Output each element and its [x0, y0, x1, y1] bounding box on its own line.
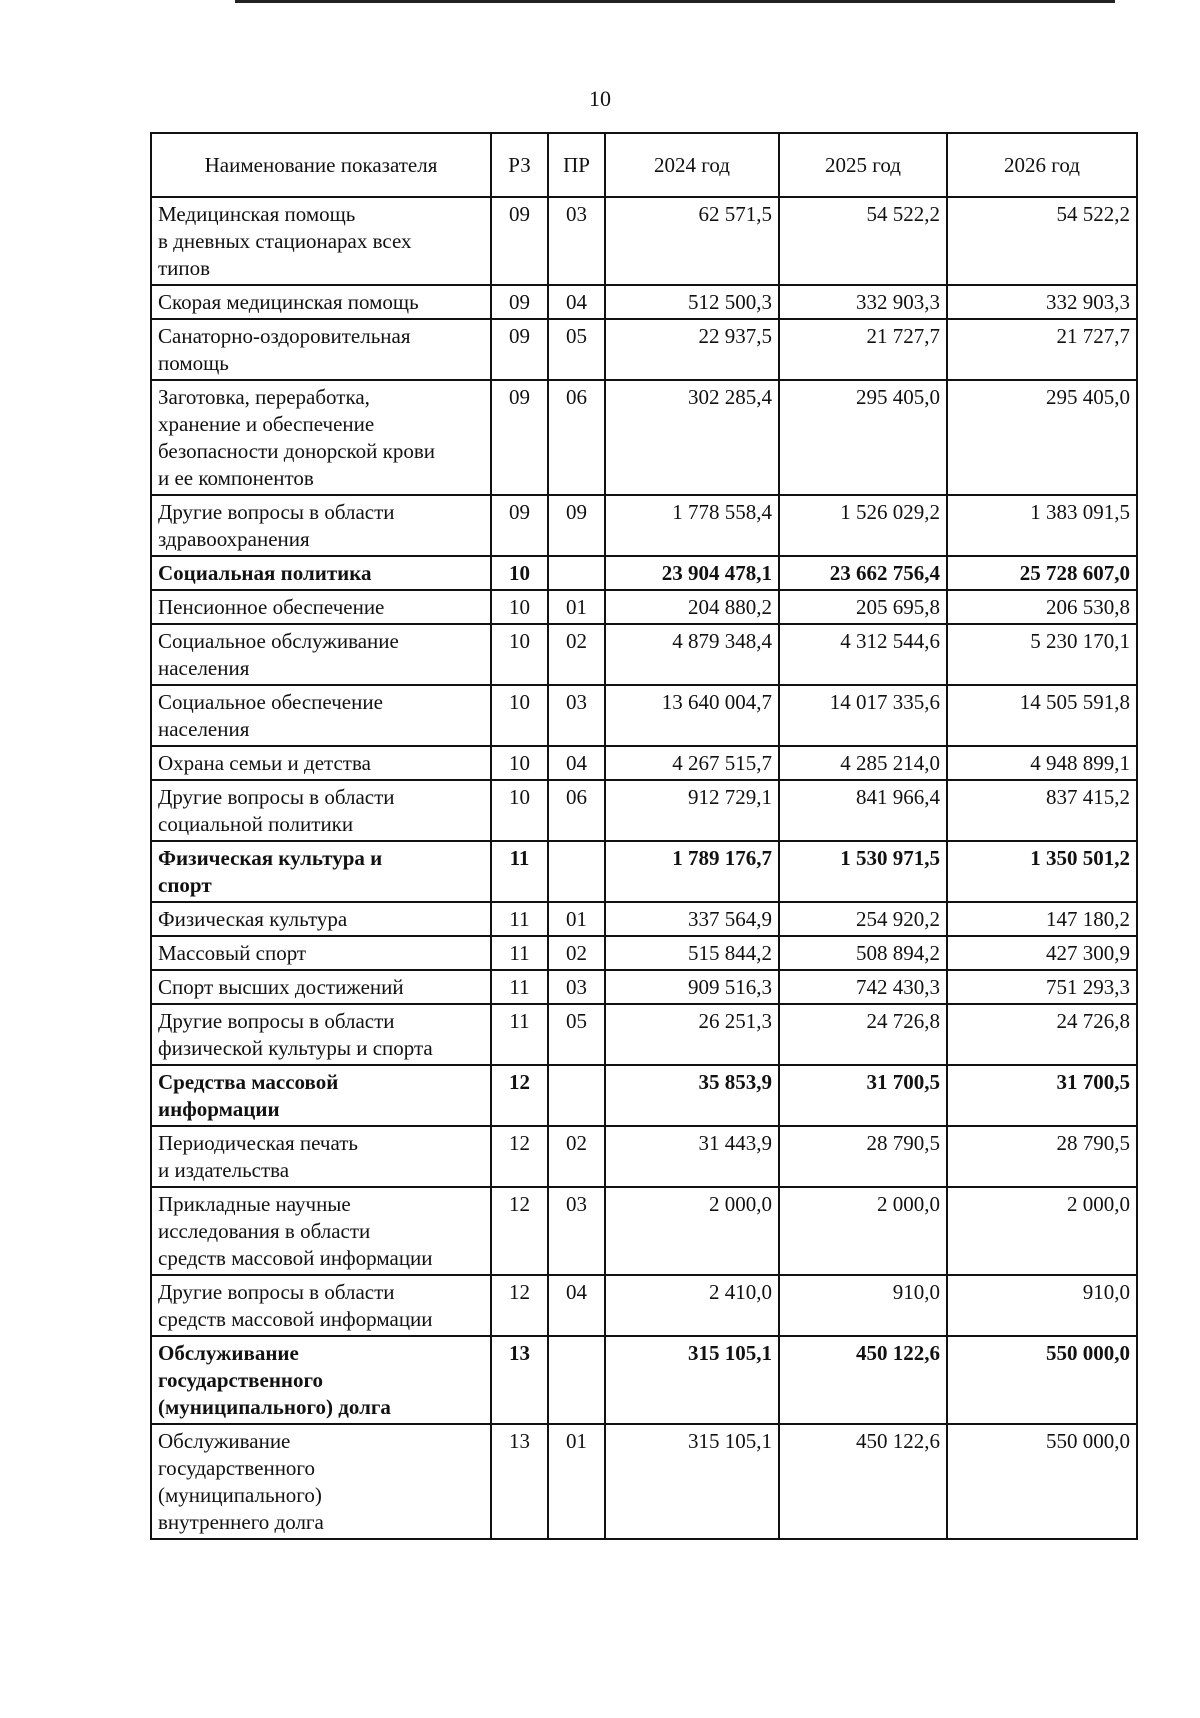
cell-rz: 09 [491, 495, 548, 556]
cell-2024: 337 564,9 [605, 902, 779, 936]
cell-rz: 12 [491, 1275, 548, 1336]
cell-pr: 02 [548, 624, 605, 685]
cell-name: Охрана семьи и детства [151, 746, 491, 780]
cell-2025: 450 122,6 [779, 1336, 947, 1424]
cell-2026: 1 383 091,5 [947, 495, 1137, 556]
cell-rz: 10 [491, 624, 548, 685]
table-row [151, 1275, 1137, 1336]
cell-rz: 09 [491, 285, 548, 319]
cell-pr: 03 [548, 685, 605, 746]
table-row [151, 197, 1137, 285]
cell-2026: 427 300,9 [947, 936, 1137, 970]
cell-2025: 28 790,5 [779, 1126, 947, 1187]
cell-2024: 315 105,1 [605, 1336, 779, 1424]
header-name: Наименование показателя [151, 133, 491, 197]
cell-2025: 295 405,0 [779, 380, 947, 495]
cell-name: Средства массовой информации [151, 1065, 491, 1126]
cell-pr: 06 [548, 780, 605, 841]
cell-name: Периодическая печать и издательства [151, 1126, 491, 1187]
table-row [151, 780, 1137, 841]
cell-pr: 05 [548, 319, 605, 380]
cell-2025: 31 700,5 [779, 1065, 947, 1126]
cell-2026: 24 726,8 [947, 1004, 1137, 1065]
header-rz: РЗ [491, 133, 548, 197]
cell-2026: 25 728 607,0 [947, 556, 1137, 590]
cell-2026: 910,0 [947, 1275, 1137, 1336]
cell-2026: 837 415,2 [947, 780, 1137, 841]
cell-pr: 03 [548, 1187, 605, 1275]
cell-2026: 5 230 170,1 [947, 624, 1137, 685]
cell-rz: 11 [491, 1004, 548, 1065]
table-row [151, 902, 1137, 936]
cell-name: Пенсионное обеспечение [151, 590, 491, 624]
table-row [151, 1004, 1137, 1065]
cell-2026: 1 350 501,2 [947, 841, 1137, 902]
cell-2026: 28 790,5 [947, 1126, 1137, 1187]
cell-2024: 909 516,3 [605, 970, 779, 1004]
cell-2024: 35 853,9 [605, 1065, 779, 1126]
cell-2025: 14 017 335,6 [779, 685, 947, 746]
cell-name: Физическая культура и спорт [151, 841, 491, 902]
cell-pr [548, 556, 605, 590]
cell-2026: 147 180,2 [947, 902, 1137, 936]
cell-pr: 04 [548, 1275, 605, 1336]
cell-2026: 206 530,8 [947, 590, 1137, 624]
cell-name: Санаторно-оздоровительная помощь [151, 319, 491, 380]
cell-2024: 515 844,2 [605, 936, 779, 970]
table-section-row [151, 1065, 1137, 1126]
cell-rz: 10 [491, 556, 548, 590]
cell-2024: 512 500,3 [605, 285, 779, 319]
header-2025: 2025 год [779, 133, 947, 197]
cell-rz: 10 [491, 780, 548, 841]
cell-pr: 09 [548, 495, 605, 556]
cell-2026: 2 000,0 [947, 1187, 1137, 1275]
cell-name: Социальное обслуживание населения [151, 624, 491, 685]
table-row [151, 624, 1137, 685]
budget-table [150, 132, 1138, 1540]
table-row [151, 936, 1137, 970]
cell-2025: 254 920,2 [779, 902, 947, 936]
table-section-row [151, 1336, 1137, 1424]
cell-2025: 2 000,0 [779, 1187, 947, 1275]
table-row [151, 1187, 1137, 1275]
page-number: 10 [589, 86, 611, 111]
cell-rz: 10 [491, 685, 548, 746]
table-row [151, 380, 1137, 495]
table-section-row [151, 556, 1137, 590]
cell-2025: 205 695,8 [779, 590, 947, 624]
cell-name: Массовый спорт [151, 936, 491, 970]
cell-name: Социальная политика [151, 556, 491, 590]
cell-2024: 22 937,5 [605, 319, 779, 380]
cell-2025: 54 522,2 [779, 197, 947, 285]
cell-name: Социальное обеспечение населения [151, 685, 491, 746]
cell-2026: 550 000,0 [947, 1336, 1137, 1424]
cell-2024: 1 778 558,4 [605, 495, 779, 556]
cell-2025: 332 903,3 [779, 285, 947, 319]
cell-2025: 21 727,7 [779, 319, 947, 380]
cell-2024: 4 879 348,4 [605, 624, 779, 685]
cell-2025: 1 526 029,2 [779, 495, 947, 556]
cell-2024: 26 251,3 [605, 1004, 779, 1065]
cell-2025: 23 662 756,4 [779, 556, 947, 590]
cell-2024: 302 285,4 [605, 380, 779, 495]
cell-pr: 01 [548, 590, 605, 624]
cell-pr: 05 [548, 1004, 605, 1065]
cell-name: Другие вопросы в области социальной политики [151, 780, 491, 841]
cell-name: Обслуживание государственного (муниципального) долга [151, 1336, 491, 1424]
cell-2025: 910,0 [779, 1275, 947, 1336]
cell-2026: 550 000,0 [947, 1424, 1137, 1539]
cell-2024: 912 729,1 [605, 780, 779, 841]
cell-pr [548, 841, 605, 902]
table-body [151, 197, 1137, 1539]
table-row [151, 495, 1137, 556]
cell-2024: 31 443,9 [605, 1126, 779, 1187]
cell-rz: 12 [491, 1126, 548, 1187]
table-row [151, 1126, 1137, 1187]
cell-pr: 03 [548, 970, 605, 1004]
cell-rz: 11 [491, 841, 548, 902]
table-row [151, 685, 1137, 746]
cell-name: Другие вопросы в области здравоохранения [151, 495, 491, 556]
header-pr: ПР [548, 133, 605, 197]
table-row [151, 285, 1137, 319]
cell-rz: 10 [491, 590, 548, 624]
cell-2025: 1 530 971,5 [779, 841, 947, 902]
cell-2025: 24 726,8 [779, 1004, 947, 1065]
table-header-row [151, 133, 1137, 197]
cell-2026: 751 293,3 [947, 970, 1137, 1004]
cell-2024: 62 571,5 [605, 197, 779, 285]
cell-2024: 315 105,1 [605, 1424, 779, 1539]
cell-2025: 508 894,2 [779, 936, 947, 970]
cell-pr: 01 [548, 902, 605, 936]
cell-name: Другие вопросы в области средств массовой информации [151, 1275, 491, 1336]
cell-2025: 450 122,6 [779, 1424, 947, 1539]
cell-rz: 11 [491, 902, 548, 936]
cell-name: Спорт высших достижений [151, 970, 491, 1004]
cell-name: Медицинская помощь в дневных стационарах всех типов [151, 197, 491, 285]
cell-2024: 13 640 004,7 [605, 685, 779, 746]
cell-rz: 09 [491, 319, 548, 380]
cell-name: Заготовка, переработка, хранение и обеспечение безопасности донорской крови и ее компонентов [151, 380, 491, 495]
cell-2025: 841 966,4 [779, 780, 947, 841]
cell-pr: 04 [548, 285, 605, 319]
cell-name: Физическая культура [151, 902, 491, 936]
cell-rz: 12 [491, 1187, 548, 1275]
cell-name: Прикладные научные исследования в области средств массовой информации [151, 1187, 491, 1275]
table-row [151, 319, 1137, 380]
cell-pr [548, 1336, 605, 1424]
table-section-row [151, 841, 1137, 902]
cell-rz: 09 [491, 380, 548, 495]
header-2024: 2024 год [605, 133, 779, 197]
table-row [151, 590, 1137, 624]
cell-name: Скорая медицинская помощь [151, 285, 491, 319]
cell-rz: 10 [491, 746, 548, 780]
cell-pr [548, 1065, 605, 1126]
cell-rz: 09 [491, 197, 548, 285]
cell-pr: 04 [548, 746, 605, 780]
cell-2026: 4 948 899,1 [947, 746, 1137, 780]
cell-pr: 03 [548, 197, 605, 285]
cell-2024: 2 410,0 [605, 1275, 779, 1336]
cell-2024: 1 789 176,7 [605, 841, 779, 902]
cell-2025: 4 312 544,6 [779, 624, 947, 685]
cell-rz: 11 [491, 936, 548, 970]
cell-2024: 2 000,0 [605, 1187, 779, 1275]
cell-2026: 21 727,7 [947, 319, 1137, 380]
cell-2026: 295 405,0 [947, 380, 1137, 495]
cell-pr: 01 [548, 1424, 605, 1539]
table-row [151, 1424, 1137, 1539]
cell-2025: 742 430,3 [779, 970, 947, 1004]
cell-2024: 23 904 478,1 [605, 556, 779, 590]
cell-2026: 14 505 591,8 [947, 685, 1137, 746]
cell-pr: 02 [548, 1126, 605, 1187]
cell-2024: 4 267 515,7 [605, 746, 779, 780]
cell-pr: 02 [548, 936, 605, 970]
cell-rz: 11 [491, 970, 548, 1004]
cell-2026: 31 700,5 [947, 1065, 1137, 1126]
table-row [151, 970, 1137, 1004]
cell-rz: 13 [491, 1424, 548, 1539]
cell-2026: 54 522,2 [947, 197, 1137, 285]
cell-rz: 13 [491, 1336, 548, 1424]
header-2026: 2026 год [947, 133, 1137, 197]
cell-pr: 06 [548, 380, 605, 495]
cell-name: Обслуживание государственного (муниципального) внутреннего долга [151, 1424, 491, 1539]
cell-2024: 204 880,2 [605, 590, 779, 624]
table-row [151, 746, 1137, 780]
cell-2025: 4 285 214,0 [779, 746, 947, 780]
cell-name: Другие вопросы в области физической культуры и спорта [151, 1004, 491, 1065]
cell-rz: 12 [491, 1065, 548, 1126]
top-border-line [235, 0, 1115, 3]
cell-2026: 332 903,3 [947, 285, 1137, 319]
